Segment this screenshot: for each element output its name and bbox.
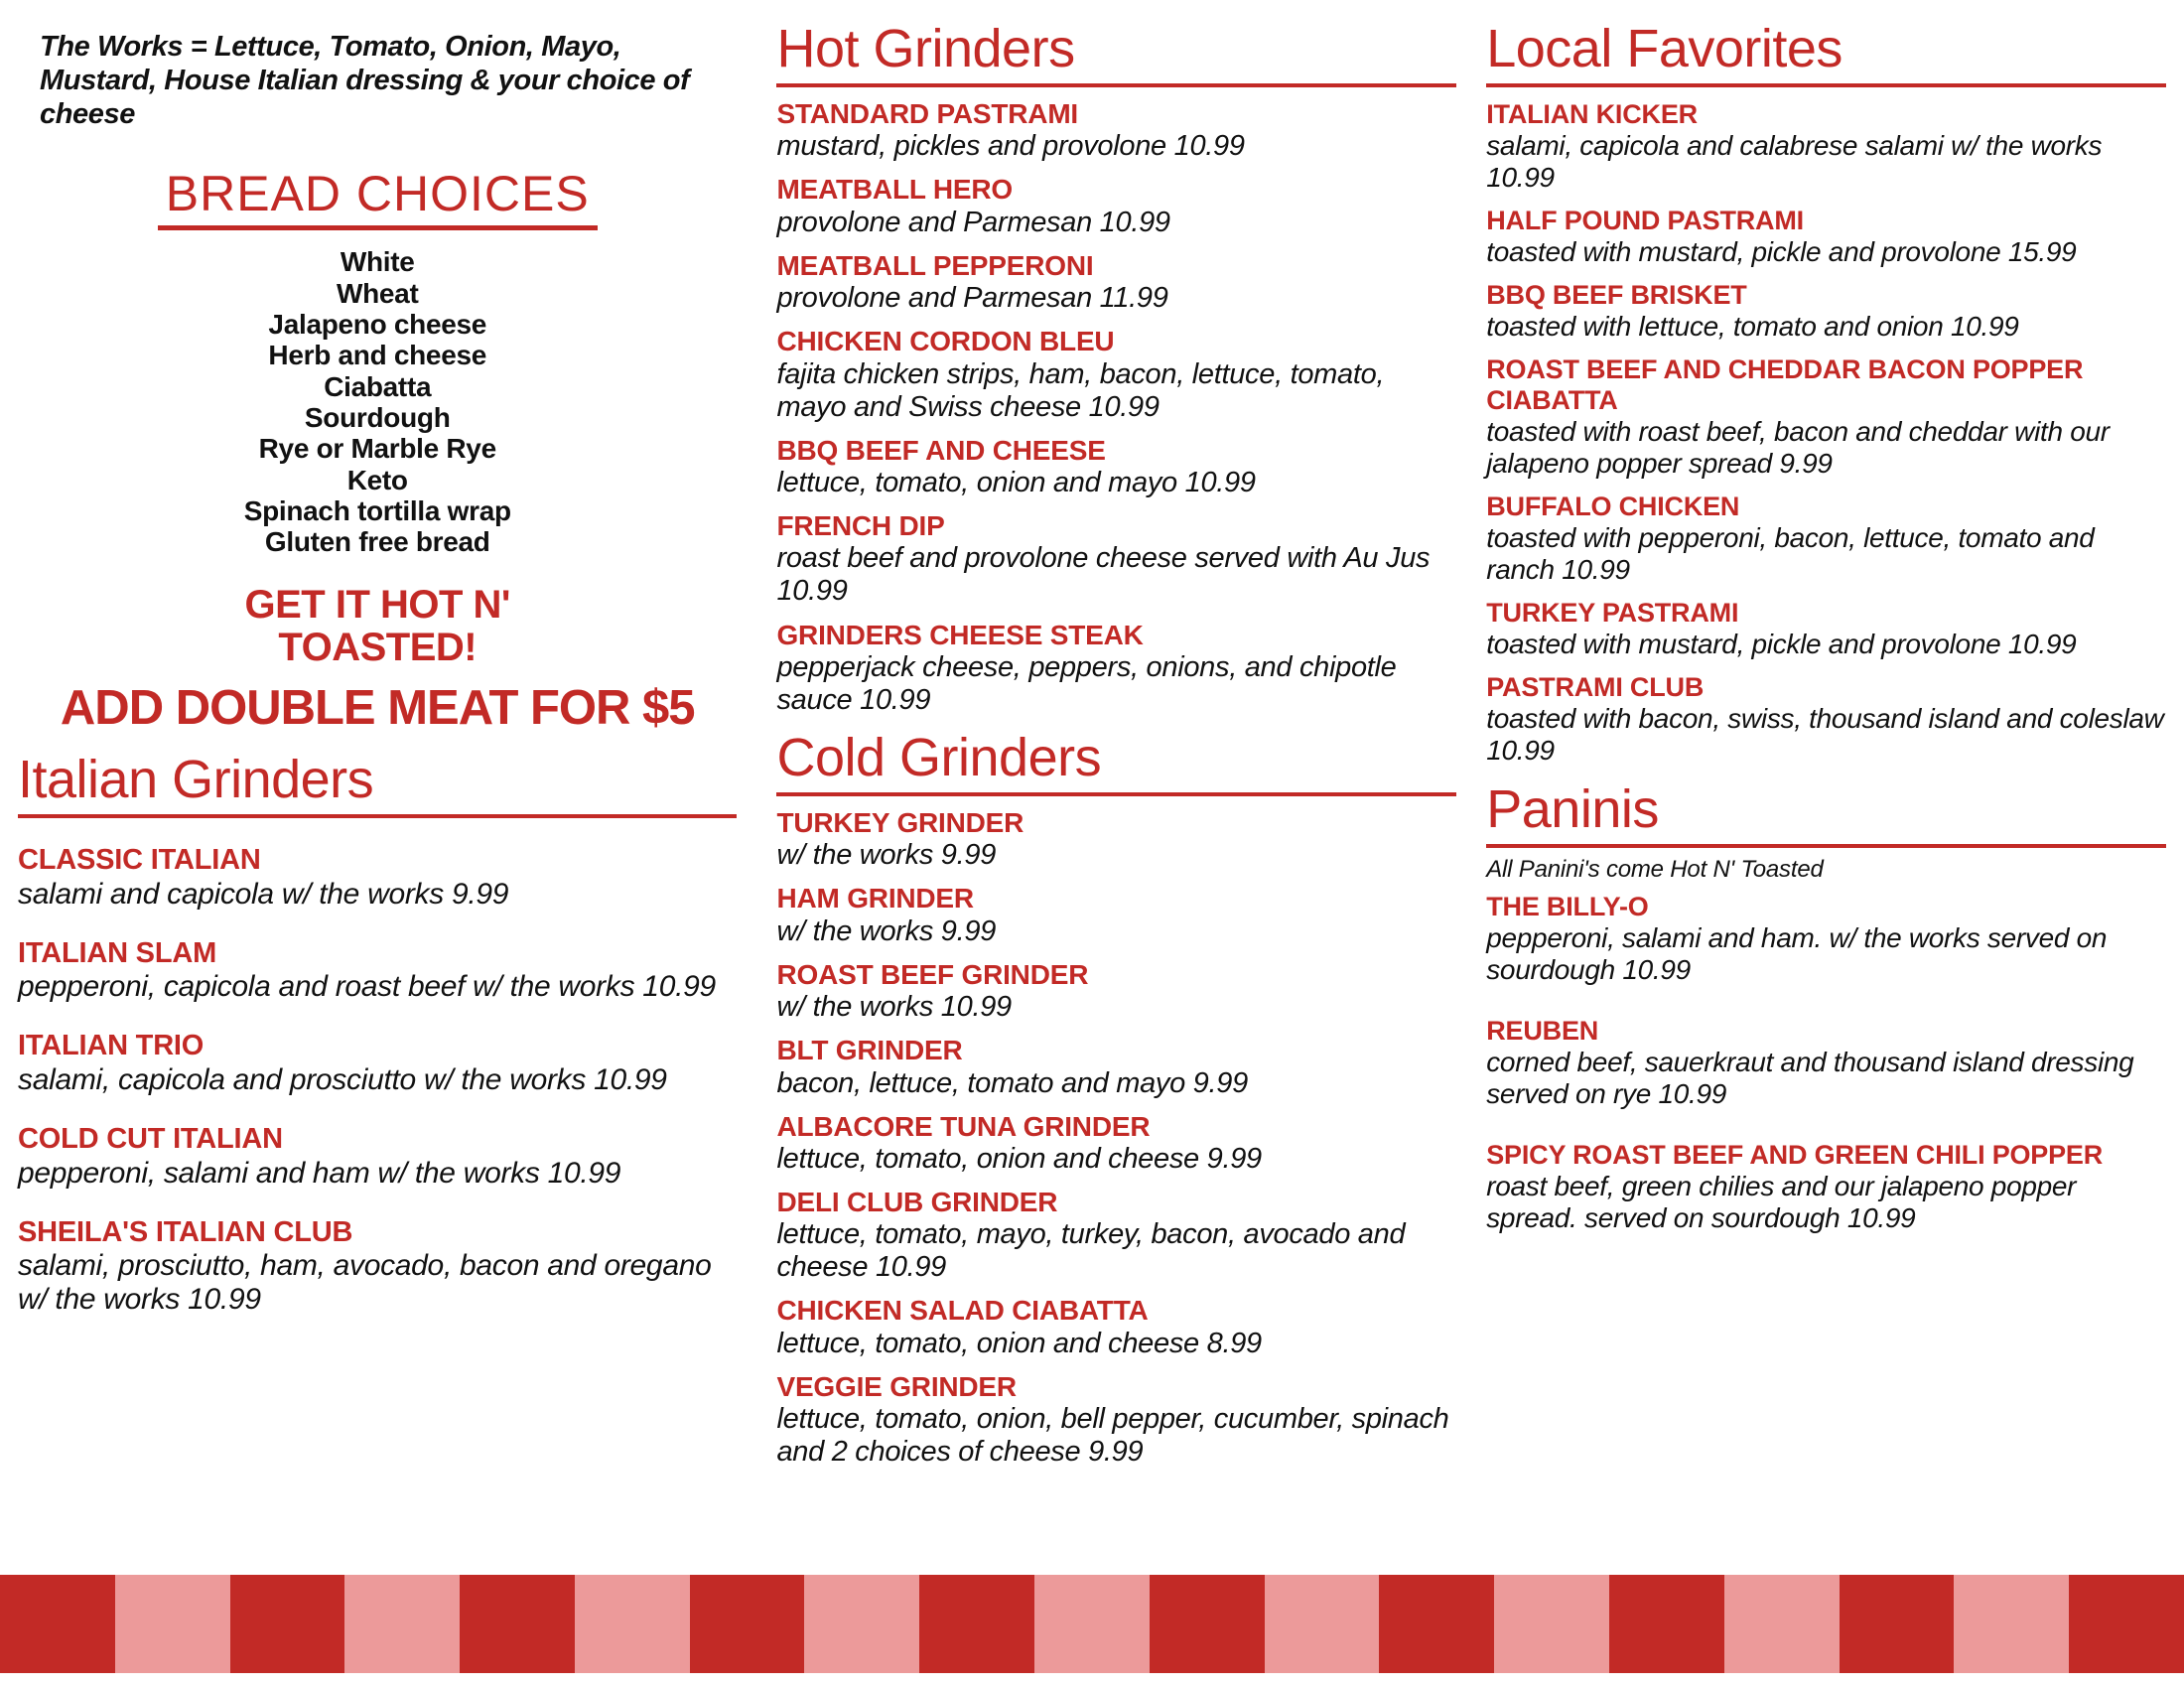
footer-square: [804, 1575, 919, 1673]
menu-item: [776, 1187, 1456, 1284]
menu-item-name: ITALIAN SLAM: [18, 936, 217, 969]
menu-item-name: TURKEY GRINDER: [776, 806, 1024, 838]
footer-square: [1034, 1575, 1150, 1673]
menu-item: [776, 435, 1456, 499]
menu-item-name: PASTRAMI CLUB: [1486, 671, 1705, 702]
menu-item-name: ITALIAN KICKER: [1486, 99, 1698, 129]
menu-item-description: bacon, lettuce, tomato and mayo 9.99: [776, 1066, 1248, 1099]
menu-item: [776, 510, 1456, 608]
bread-choices-list: [18, 246, 737, 558]
footer-square: [1379, 1575, 1494, 1673]
menu-item-name: CLASSIC ITALIAN: [18, 844, 261, 877]
menu-item-name: BLT GRINDER: [776, 1035, 963, 1066]
menu-item-name: BUFFALO CHICKEN: [1486, 491, 1740, 521]
menu-item-name: CHICKEN CORDON BLEU: [776, 326, 1115, 357]
section-italian-grinders: [18, 750, 737, 1317]
footer-square: [1265, 1575, 1380, 1673]
footer-square: [230, 1575, 345, 1673]
menu-item-description: toasted with mustard, pickle and provolone 15.99: [1486, 236, 2077, 268]
menu-item-description: corned beef, sauerkraut and thousand island dressing served on rye 10.99: [1486, 1047, 2134, 1110]
menu-item: [776, 1295, 1456, 1359]
menu-item-name: BBQ BEEF AND CHEESE: [776, 434, 1106, 466]
menu-item: [776, 1035, 1456, 1099]
promo-hot-toasted: GET IT HOT N' TOASTED!: [244, 582, 510, 669]
menu-item-description: toasted with bacon, swiss, thousand island and coleslaw 10.99: [1486, 703, 2164, 766]
menu-item: [776, 1371, 1456, 1469]
menu-item-name: MEATBALL HERO: [776, 174, 1013, 206]
menu-item-description: toasted with mustard, pickle and provolone 10.99: [1486, 628, 2077, 659]
menu-item: [776, 250, 1456, 315]
bread-option: Rye or Marble Rye: [258, 433, 496, 465]
bread-option: Spinach tortilla wrap: [243, 495, 511, 527]
section-heading-hot-grinders: Hot Grinders: [776, 22, 1456, 87]
cold-grinders-items: [776, 807, 1456, 1469]
menu-item: [18, 1123, 737, 1191]
bread-choices-block: [18, 165, 737, 558]
menu-item-name: CHICKEN SALAD CIABATTA: [776, 1295, 1149, 1327]
menu-item-name: MEATBALL PEPPERONI: [776, 249, 1094, 281]
menu-item-name: TURKEY PASTRAMI: [1486, 597, 1739, 628]
menu-item: [1486, 892, 2166, 986]
menu-item: [776, 883, 1456, 947]
footer-square: [1494, 1575, 1609, 1673]
footer-square: [344, 1575, 460, 1673]
bread-option: Sourdough: [304, 401, 451, 433]
menu-item-description: lettuce, tomato, onion and cheese 9.99: [776, 1142, 1262, 1175]
paninis-note: All Panini's come Hot N' Toasted: [1486, 855, 1824, 883]
menu-item: [18, 937, 737, 1005]
menu-item-description: pepperoni, salami and ham w/ the works 10.99: [18, 1156, 621, 1190]
menu-item-description: toasted with roast beef, bacon and cheddar with our jalapeno popper spread 9.99: [1486, 415, 2110, 479]
footer-square: [575, 1575, 690, 1673]
menu-item-name: SHEILA'S ITALIAN CLUB: [18, 1215, 353, 1248]
menu-item-description: lettuce, tomato, onion, bell pepper, cucumber, spinach and 2 choices of cheese 9.99: [776, 1403, 1449, 1469]
menu-item: [776, 98, 1456, 163]
right-column: [1486, 19, 2166, 1575]
menu-item-description: provolone and Parmesan 11.99: [776, 282, 1168, 315]
menu-item: [1486, 492, 2166, 586]
menu-item-description: mustard, pickles and provolone 10.99: [776, 130, 1245, 163]
menu-item-description: pepperoni, salami and ham. w/ the works served on sourdough 10.99: [1486, 922, 2108, 985]
section-heading-italian-grinders: Italian Grinders: [18, 753, 737, 818]
footer-square: [1150, 1575, 1265, 1673]
menu-item-description: pepperoni, capicola and roast beef w/ the works 10.99: [18, 970, 716, 1004]
italian-grinders-items: [18, 844, 737, 1317]
section-heading-local-favorites: Local Favorites: [1486, 22, 2166, 87]
menu-item-description: roast beef and provolone cheese served with Au Jus 10.99: [776, 542, 1431, 608]
bread-option: Gluten free bread: [264, 526, 490, 558]
menu-item: [1486, 354, 2166, 479]
menu-item: [1486, 1140, 2166, 1234]
local-favorites-items: [1486, 99, 2166, 767]
menu-item-description: lettuce, tomato, mayo, turkey, bacon, avocado and cheese 10.99: [776, 1218, 1406, 1284]
section-paninis: [1486, 778, 2166, 1234]
bread-option: Keto: [346, 464, 408, 495]
bread-choices-title: BREAD CHOICES: [158, 168, 598, 231]
menu-item-description: toasted with lettuce, tomato and onion 10.99: [1486, 311, 2019, 343]
menu-item-name: REUBEN: [1486, 1015, 1599, 1046]
footer-square: [115, 1575, 230, 1673]
menu-item: [1486, 280, 2166, 343]
footer-square: [1840, 1575, 1955, 1673]
menu-item-description: w/ the works 9.99: [776, 839, 997, 872]
menu-item-name: COLD CUT ITALIAN: [18, 1123, 283, 1156]
menu-item: [18, 1216, 737, 1318]
menu-item-name: GRINDERS CHEESE STEAK: [776, 619, 1144, 650]
menu-item: [18, 844, 737, 912]
menu-item-description: pepperjack cheese, peppers, onions, and chipotle sauce 10.99: [776, 650, 1397, 716]
menu-item-name: VEGGIE GRINDER: [776, 1370, 1017, 1402]
menu-item: [776, 620, 1456, 717]
menu-item: [776, 959, 1456, 1024]
menu-item-description: salami, prosciutto, ham, avocado, bacon and oregano w/ the works 10.99: [18, 1249, 712, 1317]
footer-square: [690, 1575, 805, 1673]
section-hot-grinders: [776, 19, 1456, 717]
menu-item-description: toasted with pepperoni, bacon, lettuce, tomato and ranch 10.99: [1486, 521, 2095, 585]
bread-option: White: [340, 246, 415, 278]
menu-item: [776, 807, 1456, 872]
footer-square: [1954, 1575, 2069, 1673]
menu-item-name: STANDARD PASTRAMI: [776, 98, 1079, 129]
menu-item-description: provolone and Parmesan 10.99: [776, 206, 1170, 238]
menu-item-name: HAM GRINDER: [776, 883, 974, 914]
menu-item-description: salami and capicola w/ the works 9.99: [18, 877, 509, 911]
menu-item-name: BBQ BEEF BRISKET: [1486, 280, 1747, 311]
section-heading-cold-grinders: Cold Grinders: [776, 731, 1456, 796]
menu-item-name: ROAST BEEF AND CHEDDAR BACON POPPER CIABATTA: [1486, 354, 2084, 415]
menu-item-description: lettuce, tomato, onion and mayo 10.99: [776, 467, 1256, 499]
paninis-items: [1486, 892, 2166, 1234]
menu-item-name: ALBACORE TUNA GRINDER: [776, 1110, 1151, 1142]
footer-square: [1609, 1575, 1724, 1673]
menu-item: [776, 326, 1456, 423]
bread-option: Wheat: [336, 277, 419, 309]
menu-item: [1486, 1016, 2166, 1110]
menu-item-description: salami, capicola and prosciutto w/ the works 10.99: [18, 1062, 667, 1096]
footer-square: [460, 1575, 575, 1673]
menu-item: [1486, 99, 2166, 194]
footer-square: [1724, 1575, 1840, 1673]
promo-double-meat: ADD DOUBLE MEAT FOR $5: [60, 681, 695, 736]
bread-option: Herb and cheese: [268, 340, 487, 371]
menu-item-description: roast beef, green chilies and our jalapeno popper spread. served on sourdough 10.99: [1486, 1171, 2077, 1234]
menu-item: [776, 174, 1456, 238]
footer-square: [919, 1575, 1034, 1673]
menu-item-name: THE BILLY-O: [1486, 891, 1649, 921]
menu-item-description: w/ the works 10.99: [776, 991, 1012, 1024]
menu-item: [1486, 672, 2166, 767]
hot-grinders-items: [776, 98, 1456, 717]
section-cold-grinders: [776, 727, 1456, 1469]
left-column: [18, 22, 776, 1575]
menu-item: [1486, 598, 2166, 660]
bread-option: Jalapeno cheese: [268, 308, 487, 340]
footer-checkerboard-stripe: [0, 1575, 2184, 1673]
menu-item-description: w/ the works 9.99: [776, 914, 997, 947]
section-heading-paninis: Paninis: [1486, 782, 2166, 848]
menu-item-name: HALF POUND PASTRAMI: [1486, 206, 1804, 236]
menu-item-name: SPICY ROAST BEEF AND GREEN CHILI POPPER: [1486, 1139, 2104, 1170]
menu-item-description: lettuce, tomato, onion and cheese 8.99: [776, 1327, 1262, 1359]
menu-item: [1486, 206, 2166, 268]
menu-item-name: ITALIAN TRIO: [18, 1030, 205, 1062]
the-works-note: The Works = Lettuce, Tomato, Onion, Mayo, Mustard, House Italian dressing & your choice of cheese: [40, 31, 690, 131]
footer-square: [2069, 1575, 2184, 1673]
footer-square: [0, 1575, 115, 1673]
menu-item-name: FRENCH DIP: [776, 510, 945, 542]
menu-item-name: ROAST BEEF GRINDER: [776, 958, 1089, 990]
menu-item: [776, 1111, 1456, 1176]
bread-option: Ciabatta: [324, 370, 432, 402]
menu-item: [18, 1030, 737, 1097]
menu-item-description: salami, capicola and calabrese salami w/ the works 10.99: [1486, 130, 2103, 194]
menu-item-description: fajita chicken strips, ham, bacon, lettuce, tomato, mayo and Swiss cheese 10.99: [776, 357, 1385, 423]
middle-column: [776, 19, 1486, 1575]
menu-item-name: DELI CLUB GRINDER: [776, 1187, 1058, 1218]
section-local-favorites: [1486, 19, 2166, 767]
